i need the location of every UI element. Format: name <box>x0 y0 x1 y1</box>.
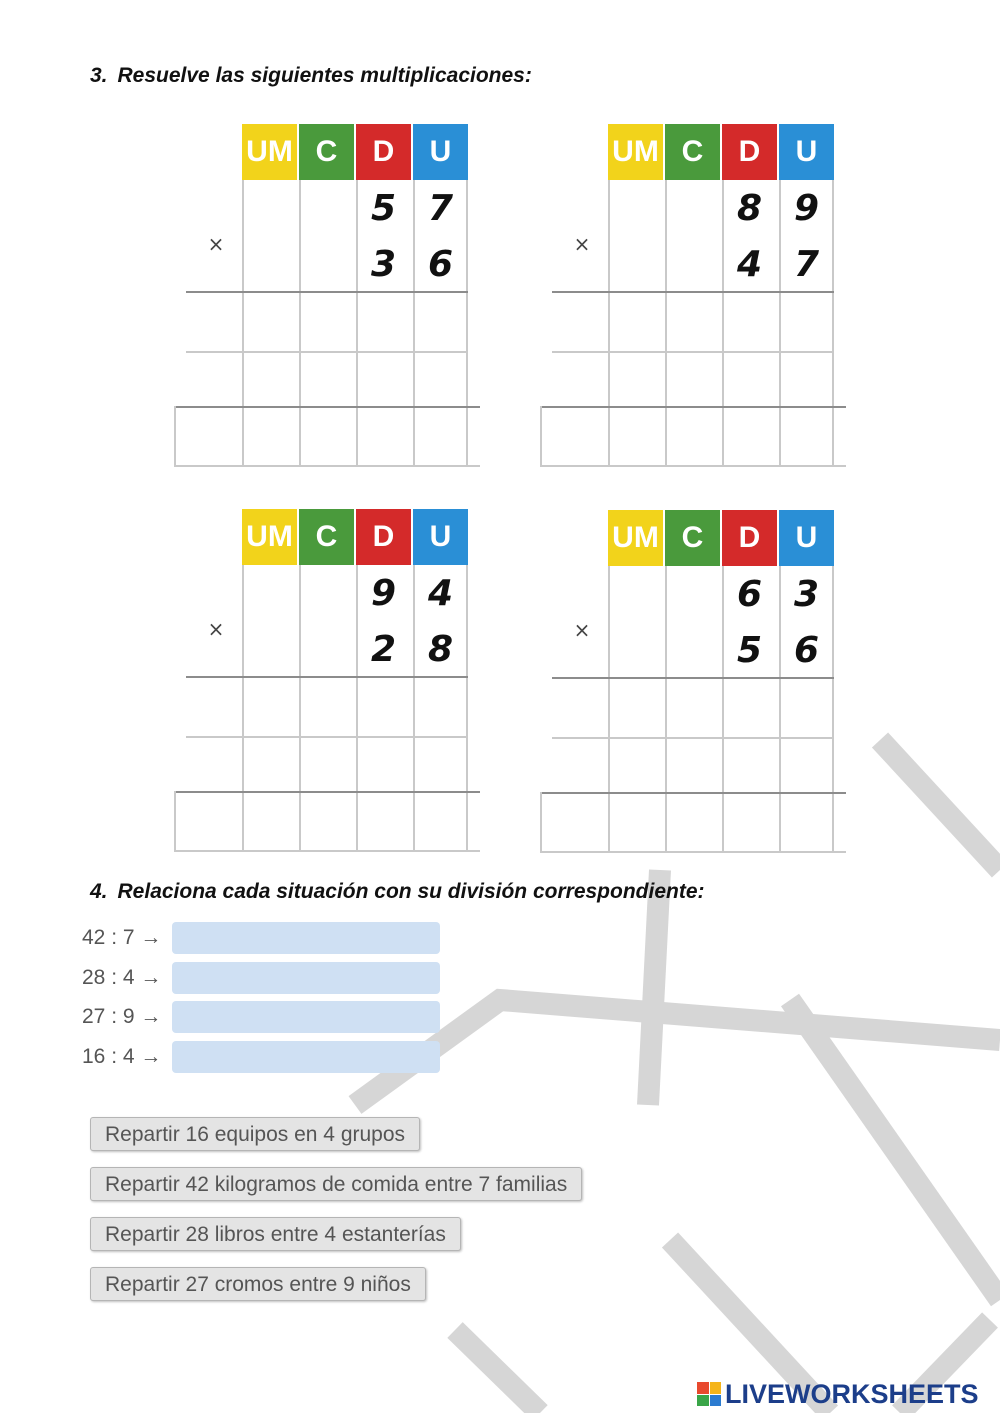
draggable-option[interactable]: Repartir 42 kilogramos de comida entre 7 familias <box>90 1167 582 1201</box>
multiplicand-units: 7 <box>427 188 454 229</box>
division-row <box>82 1001 442 1035</box>
section-3-title: Resuelve las siguientes multiplicaciones: <box>117 64 532 87</box>
header-u: U <box>779 510 834 566</box>
times-sign: × <box>573 232 591 256</box>
division-label: 16 : 4 → <box>82 1045 162 1068</box>
header-d: D <box>722 124 777 180</box>
grid-line <box>540 792 542 853</box>
grid-line <box>540 465 846 467</box>
multiplication-grid <box>540 490 845 855</box>
multiplier-units: 8 <box>427 629 454 670</box>
liveworksheets-logo <box>697 1377 979 1411</box>
multiplicand-units: 3 <box>793 574 820 615</box>
multiplier-tens: 5 <box>736 630 763 671</box>
result-line <box>186 291 468 293</box>
division-label: 27 : 9 → <box>82 1005 162 1028</box>
section-3-number: 3. <box>90 64 108 87</box>
grid-line <box>540 851 846 853</box>
multiplier-tens: 2 <box>370 629 397 670</box>
grid-line <box>174 850 480 852</box>
multiplier-tens: 4 <box>736 244 763 285</box>
sum-line <box>174 406 480 408</box>
answer-drop-box[interactable] <box>172 962 440 994</box>
multiplicand-tens: 5 <box>370 188 397 229</box>
times-sign: × <box>207 232 225 256</box>
grid-line <box>174 406 176 467</box>
division-row <box>82 922 442 956</box>
times-sign: × <box>207 617 225 641</box>
times-sign: × <box>573 618 591 642</box>
answer-drop-box[interactable] <box>172 1001 440 1033</box>
header-um: UM <box>608 510 663 566</box>
draggable-option[interactable]: Repartir 28 libros entre 4 estanterías <box>90 1217 461 1251</box>
multiplicand-tens: 8 <box>736 188 763 229</box>
section-4-title: Relaciona cada situación con su división correspondiente: <box>117 880 705 903</box>
header-c: C <box>665 510 720 566</box>
multiplication-grid <box>540 104 845 469</box>
section-3-heading <box>90 64 532 88</box>
liveworksheets-logo-icon <box>697 1382 721 1406</box>
answer-drop-box[interactable] <box>172 1041 440 1073</box>
division-label: 28 : 4 → <box>82 966 162 989</box>
multiplicand-tens: 9 <box>370 573 397 614</box>
header-c: C <box>299 124 354 180</box>
division-row <box>82 962 442 996</box>
multiplication-grid <box>174 104 479 469</box>
grid-line <box>174 465 480 467</box>
section-4-heading <box>90 880 705 904</box>
division-row <box>82 1041 442 1075</box>
grid-line <box>552 737 834 739</box>
header-um: UM <box>242 509 297 565</box>
draggable-option[interactable]: Repartir 27 cromos entre 9 niños <box>90 1267 426 1301</box>
header-d: D <box>356 509 411 565</box>
sum-line <box>540 792 846 794</box>
header-um: UM <box>242 124 297 180</box>
header-u: U <box>779 124 834 180</box>
multiplicand-units: 4 <box>427 573 454 614</box>
sum-line <box>540 406 846 408</box>
logo-text: LIVEWORKSHEETS <box>725 1378 979 1409</box>
multiplier-units: 6 <box>793 630 820 671</box>
multiplier-units: 7 <box>793 244 820 285</box>
result-line <box>186 676 468 678</box>
header-um: UM <box>608 124 663 180</box>
multiplication-grid <box>174 489 479 854</box>
grid-line <box>174 791 176 852</box>
grid-line <box>552 351 834 353</box>
multiplicand-tens: 6 <box>736 574 763 615</box>
answer-drop-box[interactable] <box>172 922 440 954</box>
grid-line <box>186 351 468 353</box>
header-d: D <box>722 510 777 566</box>
grid-line <box>540 406 542 467</box>
sum-line <box>174 791 480 793</box>
grid-line <box>186 736 468 738</box>
header-u: U <box>413 509 468 565</box>
result-line <box>552 677 834 679</box>
header-u: U <box>413 124 468 180</box>
multiplier-tens: 3 <box>370 244 397 285</box>
draggable-option[interactable]: Repartir 16 equipos en 4 grupos <box>90 1117 420 1151</box>
section-4-number: 4. <box>90 880 108 903</box>
result-line <box>552 291 834 293</box>
division-label: 42 : 7 → <box>82 926 162 949</box>
multiplicand-units: 9 <box>793 188 820 229</box>
header-c: C <box>299 509 354 565</box>
multiplier-units: 6 <box>427 244 454 285</box>
header-d: D <box>356 124 411 180</box>
header-c: C <box>665 124 720 180</box>
